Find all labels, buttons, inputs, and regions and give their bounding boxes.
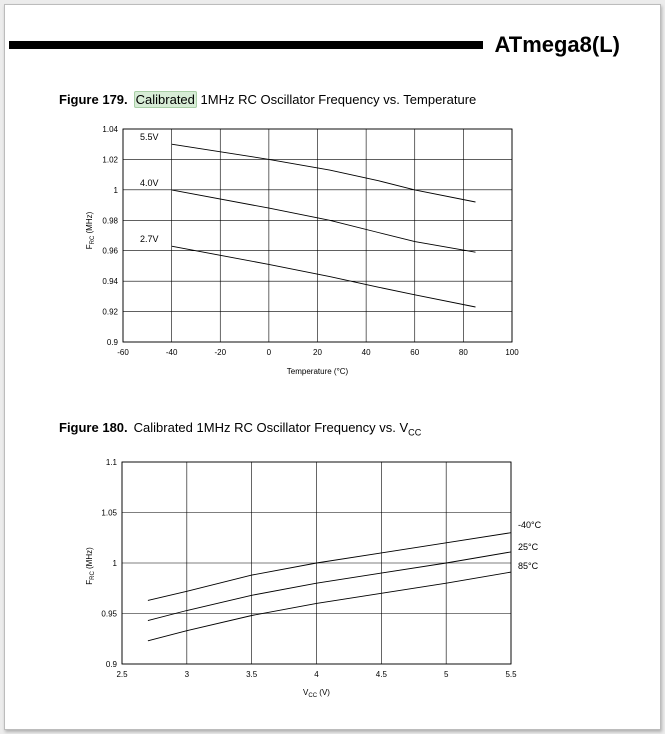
chart1-y-tick-label: 0.92 (102, 307, 118, 317)
chart1-x-tick-label: 100 (505, 348, 519, 357)
figure-180-caption-text: Calibrated 1MHz RC Oscillator Frequency vs. V (133, 420, 409, 435)
chart1-y-tick-label: 1.04 (102, 125, 118, 134)
chart2-y-tick-label: 0.9 (105, 660, 117, 669)
chart2-y-tick-label: 1 (112, 559, 117, 568)
chart1-x-tick-label: -40 (165, 348, 178, 357)
chart1-x-tick-label: 80 (458, 348, 468, 357)
chart2-x-tick-label: 5.5 (505, 670, 517, 679)
chart2-y-axis-label: $F_{RC}$ (MHz) (85, 547, 96, 585)
chart1-y-tick-label: 0.96 (102, 246, 118, 256)
chart2-plot-area (101, 458, 541, 679)
chart1-series-label: 2.7V (140, 234, 159, 245)
chart2-x-tick-label: 4 (314, 670, 319, 679)
figure-179-caption-text: 1MHz RC Oscillator Frequency vs. Temperature (196, 92, 477, 107)
chart1-x-tick-label: -20 (214, 348, 227, 357)
chart1-y-tick-label: 0.98 (102, 216, 118, 226)
chart2-series-label: 25°C (518, 542, 539, 552)
chart-frequency-vs-vcc (5, 5, 660, 729)
chart1-y-tick-label: 1.02 (102, 155, 118, 165)
figure-180-number: Figure 180. (59, 420, 128, 435)
chart1-x-tick-label: 60 (410, 348, 420, 357)
chart2-x-tick-label: 4.5 (375, 670, 387, 679)
chart1-x-axis-label: Temperature (°C) (286, 367, 349, 376)
chart2-x-tick-label: 3 (184, 670, 190, 679)
chart2-y-tick-label: 0.95 (101, 609, 117, 619)
chart2-x-tick-label: 3.5 (246, 670, 258, 679)
chart1-x-tick-label: 20 (313, 348, 322, 357)
chart1-y-axis-label: $F_{RC}$ (MHz) (85, 211, 96, 250)
chart1-y-tick-label: 1 (113, 185, 118, 195)
chart2-y-tick-label: 1.1 (105, 458, 117, 467)
chart1-y-tick-label: 0.94 (102, 277, 118, 287)
chart2-series-line (148, 552, 511, 621)
chart2-y-tick-label: 1.05 (101, 508, 117, 518)
datasheet-page (4, 4, 661, 730)
chart1-x-tick-label: 0 (266, 348, 272, 357)
figure-180-caption-sub: CC (408, 427, 422, 438)
chart2-x-tick-label: 5 (443, 670, 449, 679)
page-header-title: ATmega8(L) (494, 32, 620, 57)
chart1-series-label: 4.0V (140, 177, 159, 188)
chart2-x-axis-label: $V_{CC}$ (V) (303, 688, 330, 699)
chart2-series-line (148, 533, 511, 601)
chart2-x-tick-label: 2.5 (116, 670, 128, 679)
chart1-x-tick-label: 40 (361, 348, 371, 357)
caption-highlight: Calibrated (135, 92, 195, 107)
chart1-series-label: 5.5V (140, 132, 159, 143)
chart2-series-label: 85°C (518, 561, 539, 571)
figure-179-number: Figure 179. (59, 92, 128, 107)
chart2-series-label: -40°C (518, 520, 542, 530)
chart1-x-tick-label: -60 (117, 348, 129, 357)
chart1-y-tick-label: 0.9 (106, 338, 118, 347)
